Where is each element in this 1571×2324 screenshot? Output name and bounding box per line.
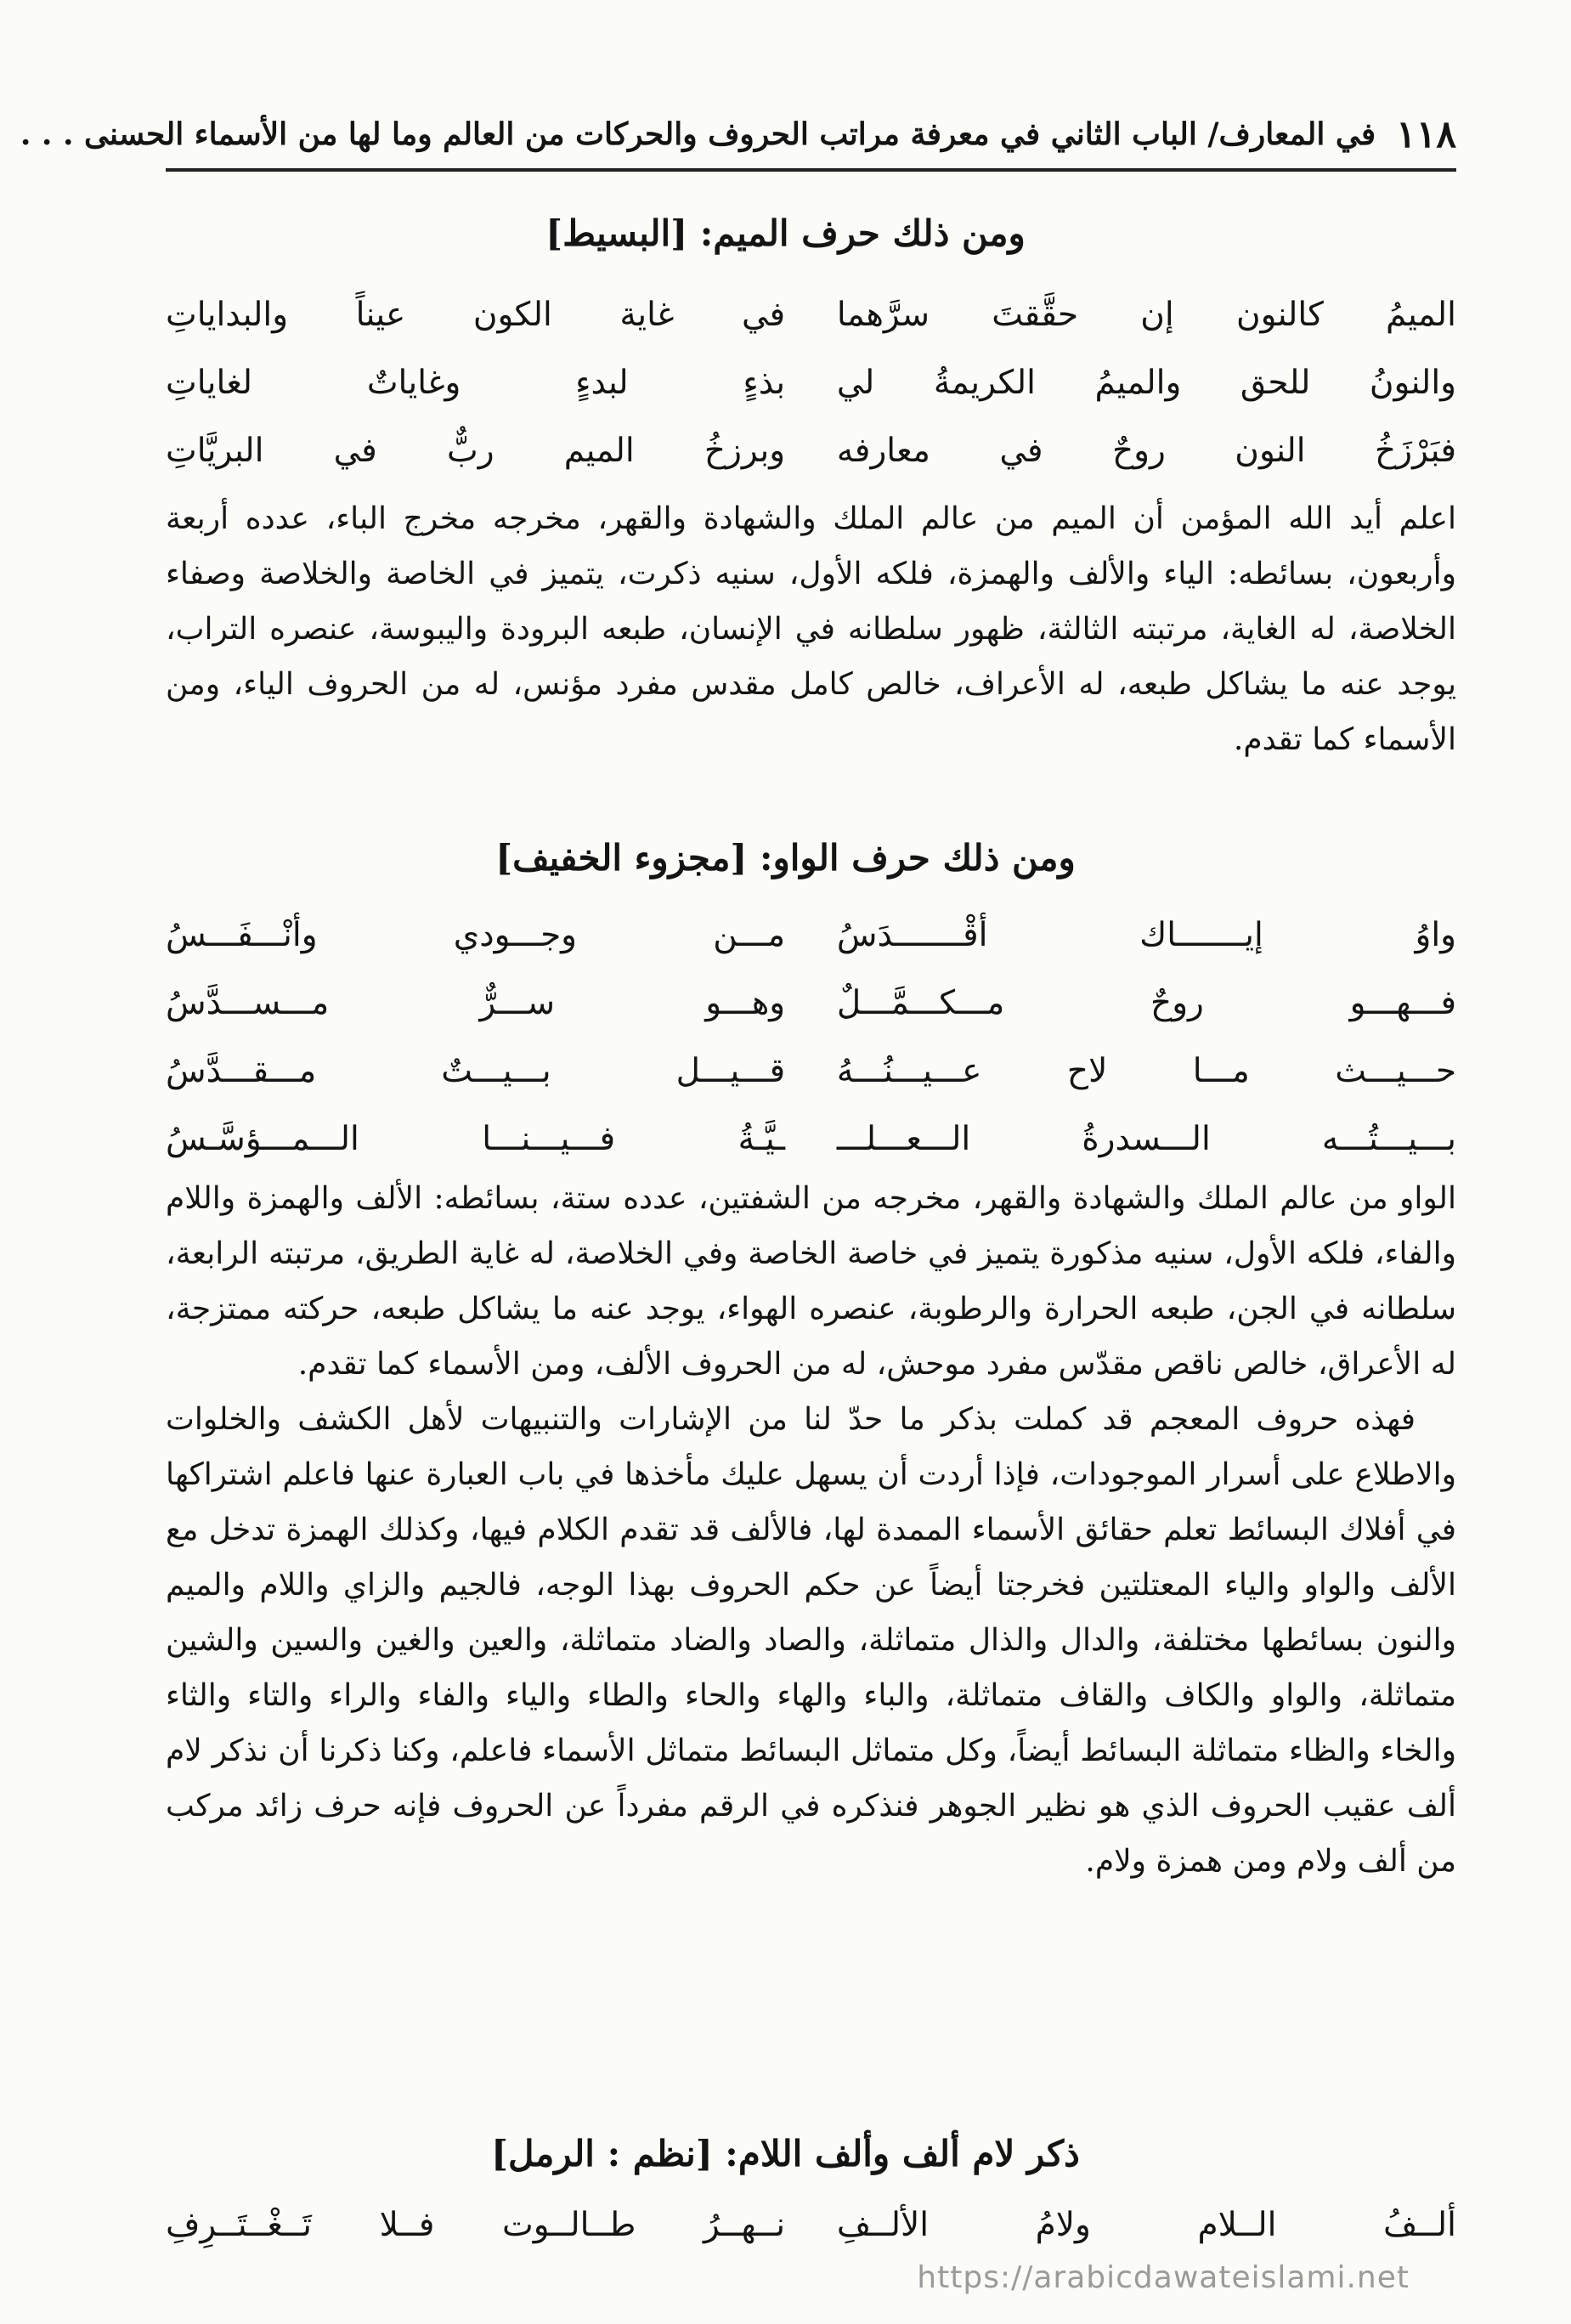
verse	[166, 348, 1456, 416]
hemistich-first: حـــيـــث مـــا لاح عـــيـــنُـــهُ	[836, 1051, 1456, 1090]
hemistich-second: قـــيـــل بـــيـــتٌ مـــقـــدَّسُ	[166, 1051, 786, 1090]
paragraph: فهذه حروف المعجم قد كملت بذكر ما حدّ لنا من الإشارات والتنبيهات لأهل الكشف والخلوات والاطلاع على أسرار الموجودات، فإذا أردت أن يسهل عليك مأخذها في باب العبارة عنها فاعلم اشتراكها في أفلاك البسائط تعلم حقائق الأسماء الممدة لها، فالألف قد تقدم الكلام فيها، وكذلك الهمزة تدخل مع الألف والواو والياء المعتلتين فخرجتا أيضاً عن حكم الحروف بهذا الوجه، فالجيم والزاي واللام والميم والنون بسائطها مختلفة، والدال والذال متماثلة، والصاد والضاد متماثلة، والعين والغين والسين والشين متماثلة، والواو والكاف والقاف متماثلة، والباء والهاء والحاء والطاء والياء والفاء والراء والتاء والثاء والخاء والظاء متماثلة البسائط أيضاً، وكل متماثل البسائط متماثل الأسماء فاعلم، وكنا ذكرنا أن نذكر لام ألف عقيب الحروف الذي هو نظير الجوهر فنذكره في الرقم مفرداً عن الحروف فإنه حرف زائد مركب من ألف ولام ومن همزة ولام.	[166, 1402, 1456, 1879]
hemistich-second: وهـــو ســـرٌّ مـــســـدَّسُ	[166, 983, 786, 1022]
hemistich-first: ألــفُ الــلام ولامُ الألــفِ	[836, 2205, 1456, 2244]
hemistich-first: والنونُ للحق والميمُ الكريمةُ لي	[836, 363, 1456, 402]
poem-waw	[166, 901, 1456, 1173]
hemistich-second: ـيَّـةُ فـــيـــنـــا الـــمـــؤسَّـسُ	[166, 1119, 786, 1158]
poem-lam-alif	[166, 2191, 1456, 2259]
hemistich-first: الميمُ كالنون إن حقَّقتَ سرَّهما	[836, 295, 1456, 334]
verse	[166, 2191, 1456, 2259]
hemistich-second: نــهــرُ طــالــوت فــلا تَــغْــتَــرِفِ	[166, 2205, 786, 2244]
hemistich-second: في غاية الكون عيناً والبداياتِ	[166, 295, 786, 334]
watermark: https://arabicdawateislami.net	[917, 2260, 1410, 2295]
verse	[166, 969, 1456, 1037]
verse	[166, 901, 1456, 969]
verse	[166, 1037, 1456, 1105]
running-title: في المعارف/ الباب الثاني في معرفة مراتب الحروف والحركات من العالم وما لها من الأسماء الحسنى . . .	[20, 116, 1376, 152]
prose-meem	[166, 491, 1456, 767]
hemistich-first: بـــيـــتُـــه الـــسدرةُ الـــعـــلـــ	[836, 1119, 1456, 1158]
page-header	[20, 100, 1456, 172]
hemistich-first: فبَرْزَخُ النون روحٌ في معارفه	[836, 431, 1456, 470]
hemistich-second: وبرزخُ الميم ربٌّ في البريَّاتِ	[166, 431, 786, 470]
hemistich-first: واوُ إيـــــــاك أقْـــــــدَسُ	[836, 915, 1456, 954]
verse	[166, 1105, 1456, 1173]
page-number: ١١٨	[1396, 112, 1456, 156]
section-heading-waw: ومن ذلك حرف الواو: [مجزوء الخفيف]	[495, 837, 1076, 879]
hemistich-first: فـــهـــو روحٌ مـــكـــمَّـــلٌ	[836, 983, 1456, 1022]
hemistich-second: بذءٍ لبدءٍ وغاياتٌ لغاياتِ	[166, 363, 786, 402]
poem-meem	[166, 280, 1456, 484]
verse	[166, 280, 1456, 348]
verse	[166, 416, 1456, 484]
paragraph: اعلم أيد الله المؤمن أن الميم من عالم الملك والشهادة والقهر، مخرجه مخرج الباء، عدده أربعة وأربعون، بسائطه: الياء والألف والهمزة، فلكه الأول، سنيه ذكرت، يتميز في الخاصة والخلاصة وصفاء الخلاصة، له الغاية، مرتبته الثالثة، ظهور سلطانه في الإنسان، طبعه البرودة واليبوسة، عنصره التراب، يوجد عنه ما يشاكل طبعه، له الأعراف، خالص كامل مقدس مفرد مؤنس، له من الحروف الياء، ومن الأسماء كما تقدم.	[166, 501, 1456, 757]
section-heading-meem: ومن ذلك حرف الميم: [البسيط]	[545, 212, 1026, 254]
hemistich-second: مـــن وجـــودي وأنْـــفَـــسُ	[166, 915, 786, 954]
prose-waw	[166, 1171, 1456, 1889]
section-heading-lam-alif: ذكر لام ألف وألف اللام: [نظم : الرمل]	[491, 2133, 1080, 2174]
paragraph: الواو من عالم الملك والشهادة والقهر، مخرجه من الشفتين، عدده ستة، بسائطه: الألف والهمزة واللام والفاء، فلكه الأول، سنيه مذكورة يتميز في خاصة الخاصة وفي الخلاصة، له غاية الطريق، مرتبته الرابعة، سلطانه في الجن، طبعه الحرارة والرطوبة، عنصره الهواء، يوجد عنه ما يشاكل طبعه، حركته ممتزجة، له الأعراق، خالص ناقص مقدّس مفرد موحش، له من الحروف الألف، ومن الأسماء كما تقدم.	[166, 1181, 1456, 1382]
